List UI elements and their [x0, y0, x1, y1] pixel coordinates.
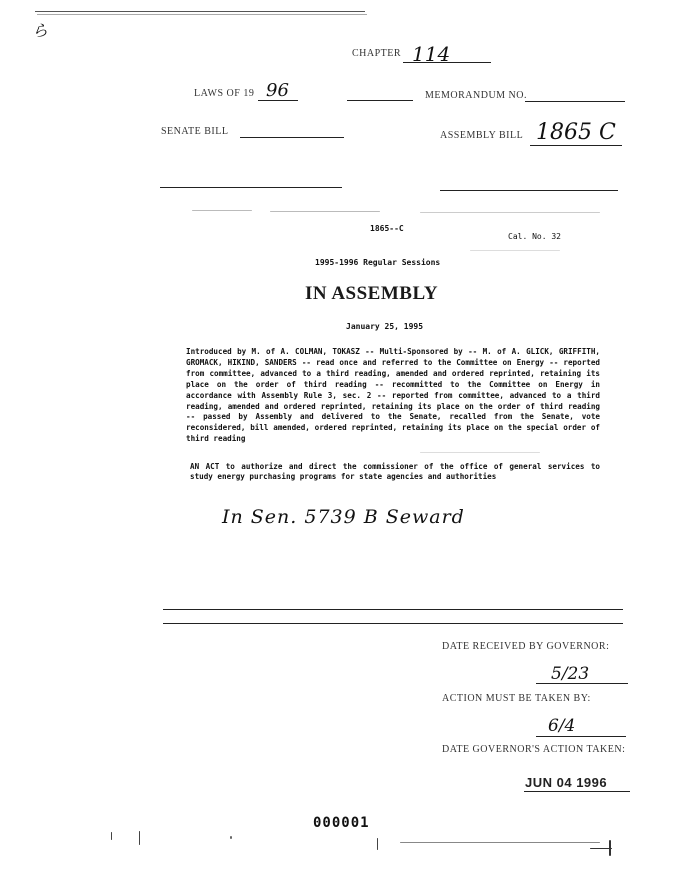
action-taken-stamp: JUN 04 1996 [525, 775, 608, 790]
bill-history: Introduced by M. of A. COLMAN, TOKASZ -- Multi-Sponsored by -- M. of A. GLICK, GRIFFITH, GROMACK, HIKIND, SANDERS -- read once and referred to the Committee on Energy -- reported from committee, advanced to a third reading, amended and ordered reprinted, retaining its place on the order of third reading -- recommitted to the Committee on Energy in accordance with Assembly Rule 3, sec. 2 -- reported from committee, advanced to a third reading, amended and ordered reprinted, retaining its place on the order of third reading -- passed by Assembly and delivered to the Senate, recalled from the Senate, vote reconsidered, bill amended, ordered reprinted, retaining its place on the special order of third reading [186, 347, 600, 444]
chamber-heading: IN ASSEMBLY [305, 283, 439, 304]
scan-tick [230, 836, 232, 839]
action-by-line [536, 736, 626, 737]
scan-noise [400, 842, 600, 843]
memorandum-line [525, 101, 625, 102]
scan-tick [139, 831, 140, 845]
laws-line [258, 100, 298, 101]
scan-tick [111, 832, 112, 840]
chapter-value: 114 [412, 42, 451, 66]
senate-note: In Sen. 5739 B Seward [222, 506, 465, 528]
scan-tick [377, 838, 378, 850]
senate-bill-line [240, 137, 344, 138]
scan-noise [270, 211, 380, 212]
bill-date: January 25, 1995 [346, 322, 424, 331]
laws-label: LAWS OF 19 [194, 88, 255, 99]
memorandum-lead-line [347, 100, 413, 101]
bill-number: 1865--C [370, 224, 404, 233]
date-received-label: DATE RECEIVED BY GOVERNOR: [442, 641, 610, 652]
calendar-number: Cal. No. 32 [508, 232, 561, 241]
action-by-value: 6/4 [548, 716, 576, 736]
scan-noise [420, 452, 540, 453]
bottom-rule-secondary [163, 623, 623, 624]
assembly-bill-line [530, 145, 622, 146]
bottom-rule [163, 609, 623, 610]
action-taken-line [524, 791, 630, 792]
action-taken-label: DATE GOVERNOR'S ACTION TAKEN: [442, 744, 626, 755]
separator-line-left [160, 187, 342, 188]
scan-noise [470, 250, 560, 251]
date-received-line [536, 683, 628, 684]
chapter-label: CHAPTER [352, 48, 402, 59]
page-number: 000001 [313, 815, 370, 831]
assembly-bill-value: 1865 C [536, 120, 616, 145]
scan-noise [420, 212, 600, 213]
top-rule [35, 11, 365, 12]
scan-noise [192, 210, 252, 211]
assembly-bill-label: ASSEMBLY BILL [440, 130, 524, 141]
date-received-value: 5/23 [551, 664, 590, 684]
separator-line-right [440, 190, 618, 191]
chapter-line [403, 62, 491, 63]
corner-mark: ら [32, 21, 49, 40]
top-rule-secondary [37, 14, 367, 15]
memorandum-label: MEMORANDUM NO. [425, 90, 528, 101]
scan-noise [590, 848, 612, 849]
session-line: 1995-1996 Regular Sessions [315, 258, 441, 267]
laws-value: 96 [266, 80, 289, 101]
act-title: AN ACT to authorize and direct the commissioner of the office of general services to study energy purchasing programs for state agencies and authorities [190, 462, 600, 481]
senate-bill-label: SENATE BILL [161, 126, 229, 137]
action-by-label: ACTION MUST BE TAKEN BY: [442, 693, 591, 704]
